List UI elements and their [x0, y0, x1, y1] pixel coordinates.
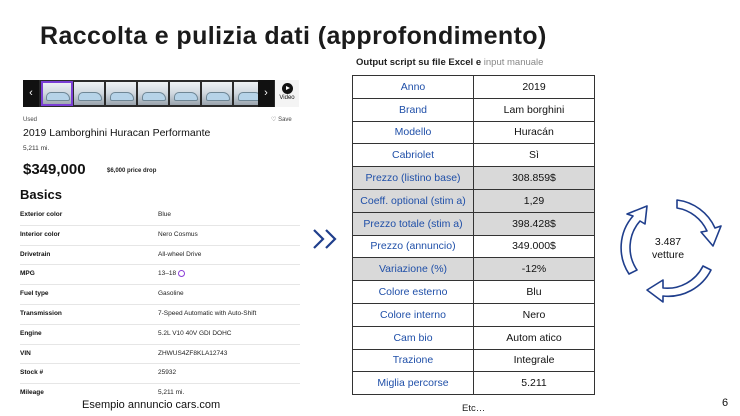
gallery-thumbnail[interactable] — [42, 82, 72, 105]
table-row — [353, 349, 595, 372]
table-key: Colore esterno — [353, 281, 474, 304]
table-value: Huracán — [474, 121, 595, 144]
gallery-thumbnail[interactable] — [74, 82, 104, 105]
table-row — [353, 258, 595, 281]
table-key: Coeff. optional (stim a) — [353, 189, 474, 212]
chevron-left-icon[interactable]: ‹ — [23, 80, 39, 107]
table-value: 349.000$ — [474, 235, 595, 258]
spec-label: Fuel type — [20, 290, 49, 298]
gallery-thumbnail[interactable] — [170, 82, 200, 105]
table-value: 5.211 — [474, 372, 595, 395]
spec-value: 25932 — [158, 369, 177, 377]
table-value: Sì — [474, 144, 595, 167]
mpg-value: 13–18 — [158, 270, 177, 278]
table-row — [353, 167, 595, 190]
table-value: Nero — [474, 303, 595, 326]
table-value: Autom atico — [474, 326, 595, 349]
spec-value: Blue — [158, 211, 172, 218]
spec-value: Nero Cosmus — [158, 230, 198, 238]
table-key: Brand — [353, 98, 474, 121]
save-label: Save — [278, 117, 292, 123]
table-value: 2019 — [474, 76, 595, 99]
spec-row — [20, 304, 300, 324]
table-row — [353, 372, 595, 395]
table-row — [353, 189, 595, 212]
spec-row — [20, 225, 300, 245]
spec-label: Drivetrain — [20, 250, 51, 258]
price-drop-badge: $6,000 price drop — [107, 168, 157, 174]
table-caption-main: Output script su file Excel e — [356, 57, 482, 68]
listing-title: 2019 Lamborghini Huracan Performante — [23, 127, 211, 139]
slide-title: Raccolta e pulizia dati (approfondimento) — [40, 22, 547, 50]
spec-label: Exterior color — [20, 211, 63, 218]
table-row — [353, 235, 595, 258]
table-key: Variazione (%) — [353, 258, 474, 281]
heart-icon: ♡ — [271, 117, 277, 123]
double-chevron-right-icon — [311, 224, 341, 254]
photo-gallery[interactable] — [23, 80, 299, 107]
spec-value: 5.2L V10 40V GDI DOHC — [158, 329, 232, 337]
table-value: Lam borghini — [474, 98, 595, 121]
vehicle-count — [628, 236, 708, 262]
table-row — [353, 98, 595, 121]
table-row — [353, 326, 595, 349]
spec-label: VIN — [20, 349, 31, 357]
vehicle-count-unit: vetture — [651, 249, 685, 261]
table-row — [353, 121, 595, 144]
listing-caption: Esempio annuncio cars.com — [82, 399, 221, 411]
spec-row — [20, 344, 300, 364]
spec-value: All-wheel Drive — [158, 250, 202, 258]
spec-label: Stock # — [20, 369, 44, 377]
spec-value: 5,211 mi. — [158, 389, 185, 397]
gallery-thumbnail[interactable] — [202, 82, 232, 105]
table-value: 308.859$ — [474, 167, 595, 190]
spec-row — [20, 324, 300, 344]
video-label: Video — [279, 95, 295, 101]
info-icon[interactable] — [178, 270, 185, 277]
table-row — [353, 281, 595, 304]
table-key: Miglia percorse — [353, 372, 474, 395]
spec-value: ZHWUS4ZF8KLA12743 — [158, 349, 228, 357]
chevron-right-icon[interactable]: › — [258, 80, 274, 107]
table-value: Blu — [474, 281, 595, 304]
table-row — [353, 303, 595, 326]
spec-label: Engine — [20, 329, 42, 337]
table-key: Modello — [353, 121, 474, 144]
video-button[interactable] — [275, 80, 299, 107]
table-value: 1,29 — [474, 189, 595, 212]
table-key: Anno — [353, 76, 474, 99]
spec-label: Interior color — [20, 230, 61, 238]
gallery-thumbnail[interactable] — [138, 82, 168, 105]
spec-row — [20, 245, 300, 265]
spec-row — [20, 264, 300, 284]
spec-value: 7-Speed Automatic with Auto-Shift — [158, 309, 257, 317]
spec-label: Transmission — [20, 309, 62, 317]
spec-row — [20, 206, 300, 225]
data-table — [352, 75, 595, 395]
table-row — [353, 212, 595, 235]
listing-miles: 5,211 mi. — [23, 145, 50, 152]
table-caption-muted: input manuale — [483, 57, 544, 68]
basics-heading: Basics — [20, 187, 62, 202]
spec-value: Gasoline — [158, 290, 184, 298]
table-key: Prezzo (listino base) — [353, 167, 474, 190]
listing-price: $349,000 — [23, 161, 86, 178]
page-number: 6 — [722, 397, 729, 409]
gallery-thumbnail[interactable] — [106, 82, 136, 105]
vehicle-count-number: 3.487 — [654, 236, 682, 248]
table-row — [353, 144, 595, 167]
table-row — [353, 76, 595, 99]
table-value: -12% — [474, 258, 595, 281]
table-key: Cabriolet — [353, 144, 474, 167]
table-key: Colore interno — [353, 303, 474, 326]
save-button[interactable] — [271, 116, 292, 123]
table-key: Prezzo (annuncio) — [353, 235, 474, 258]
table-key: Prezzo totale (stim a) — [353, 212, 474, 235]
table-value: 398.428$ — [474, 212, 595, 235]
spec-label: MPG — [20, 270, 35, 278]
condition-label: Used — [23, 117, 38, 123]
spec-row — [20, 363, 300, 383]
spec-list — [20, 206, 300, 403]
table-key: Cam bio — [353, 326, 474, 349]
etc-label: Etc… — [462, 403, 486, 414]
table-caption — [356, 57, 543, 68]
spec-row — [20, 284, 300, 304]
play-icon — [282, 83, 293, 94]
spec-label: Mileage — [20, 389, 44, 397]
table-value: Integrale — [474, 349, 595, 372]
spec-value — [158, 270, 185, 277]
table-key: Trazione — [353, 349, 474, 372]
